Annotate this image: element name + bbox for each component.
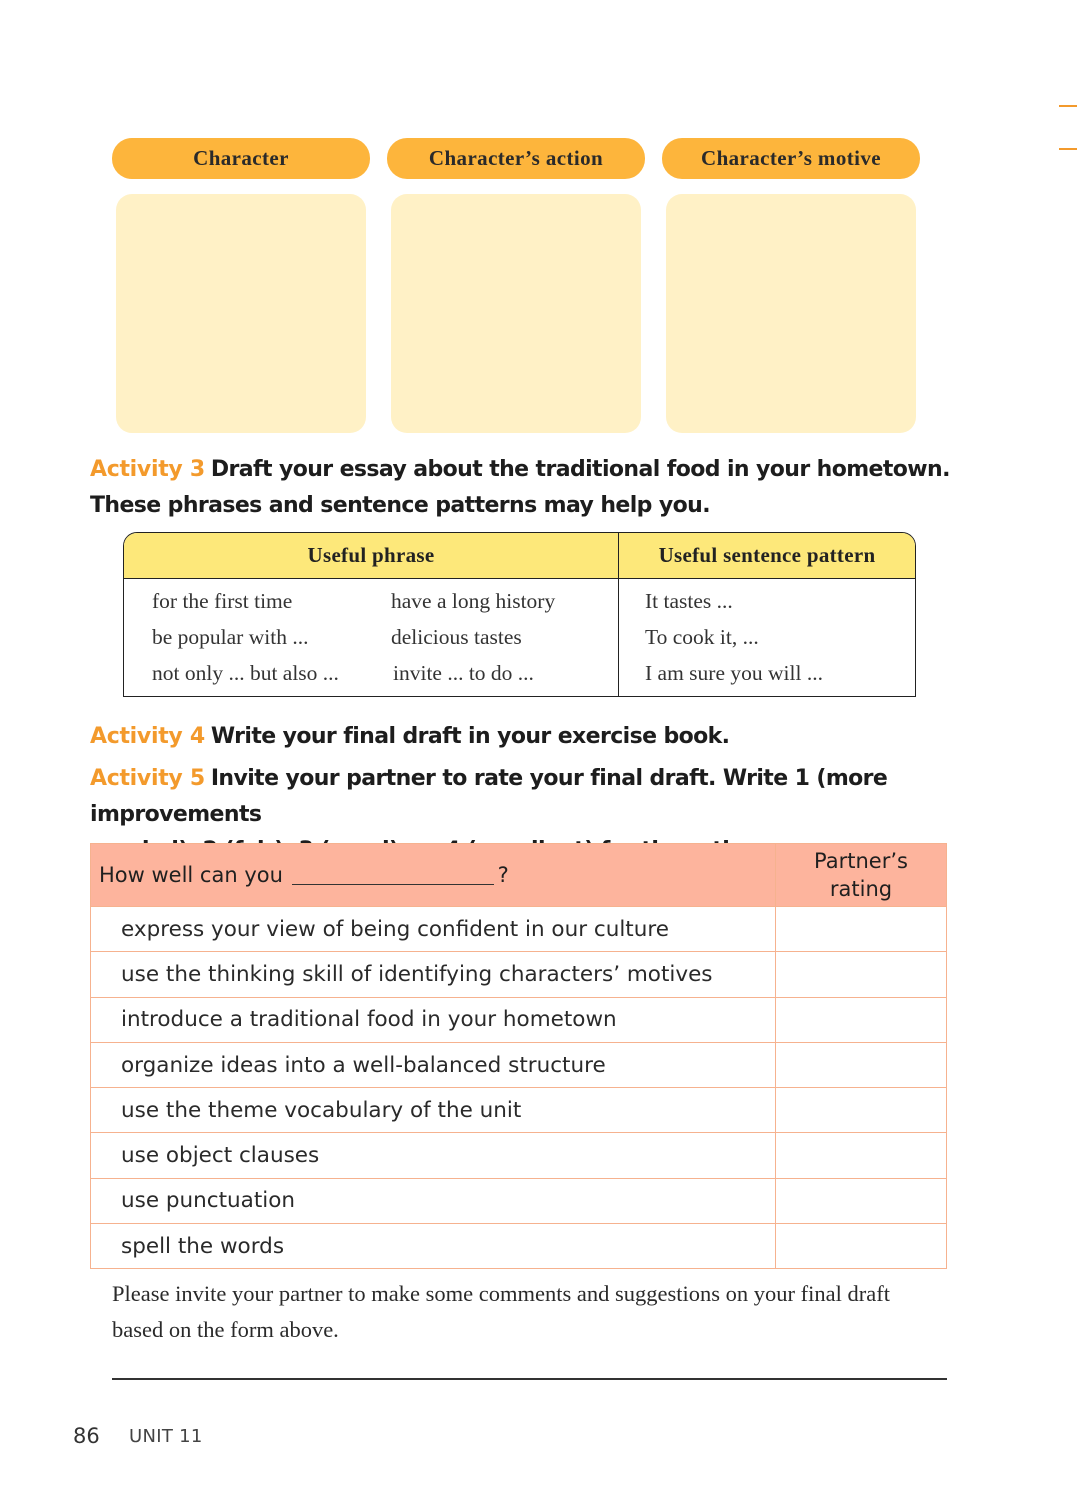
useful-phrase-header: Useful phrase (124, 533, 619, 578)
rating-table (90, 843, 947, 1269)
activity-5-label: Activity 5 (90, 766, 205, 791)
rating-item: use object clauses (91, 1133, 776, 1178)
table-row (91, 997, 947, 1042)
rating-question-header: How well can you ? (91, 844, 776, 907)
useful-phrases-table (123, 532, 916, 697)
pattern-item: It tastes ... (645, 589, 733, 613)
rating-item: spell the words (91, 1224, 776, 1269)
phrase-item: invite ... to do ... (393, 661, 534, 685)
rating-cell[interactable] (776, 1133, 947, 1178)
phrase-item: for the first time (152, 589, 293, 613)
rating-cell[interactable] (776, 1088, 947, 1133)
pattern-item: To cook it, ... (645, 625, 759, 649)
rating-cell[interactable] (776, 1224, 947, 1269)
edge-tab-mark (1059, 148, 1077, 150)
partner-rating-header: Partner’s rating (776, 844, 947, 907)
activity-4-heading (90, 719, 990, 755)
comment-write-line[interactable] (112, 1378, 947, 1380)
page-number: 86 (73, 1424, 100, 1448)
edge-tab-mark (1059, 105, 1077, 107)
character-action-box[interactable] (391, 194, 641, 433)
table-row (91, 1224, 947, 1269)
phrase-item: have a long history (391, 589, 556, 613)
activity-5-text: Invite your partner to rate your final draft. Write 1 (more improvements (90, 766, 888, 827)
rating-cell[interactable] (776, 907, 947, 952)
character-motive-header: Character’s motive (662, 138, 920, 179)
rating-item: use punctuation (91, 1178, 776, 1223)
phrase-item: delicious tastes (391, 625, 522, 649)
activity-3-text: Draft your essay about the traditional food in your hometown. (210, 457, 950, 482)
table-row (91, 1088, 947, 1133)
table-row (91, 952, 947, 997)
activity-3-heading (90, 452, 990, 524)
character-header: Character (112, 138, 370, 179)
table-row (91, 1133, 947, 1178)
character-box[interactable] (116, 194, 366, 433)
pattern-item: I am sure you will ... (645, 661, 823, 685)
table-row (91, 1178, 947, 1223)
rating-cell[interactable] (776, 1042, 947, 1087)
rating-cell[interactable] (776, 1178, 947, 1223)
unit-label: UNIT 11 (129, 1426, 203, 1447)
table-row (91, 907, 947, 952)
activity-4-text: Write your final draft in your exercise book. (210, 724, 730, 749)
character-motive-box[interactable] (666, 194, 916, 433)
table-row (91, 1042, 947, 1087)
useful-pattern-header: Useful sentence pattern (658, 543, 876, 567)
comment-instruction: Please invite your partner to make some comments and suggestions on your final draft based on the form above. (112, 1281, 890, 1342)
activity-4-label: Activity 4 (90, 724, 205, 749)
rating-item: introduce a traditional food in your hometown (91, 997, 776, 1042)
activity-3-label: Activity 3 (90, 457, 205, 482)
phrase-item: be popular with ... (152, 625, 309, 649)
phrase-item: not only ... but also ... (152, 661, 339, 685)
rating-cell[interactable] (776, 997, 947, 1042)
rating-cell[interactable] (776, 952, 947, 997)
question-blank (292, 867, 494, 885)
activity-3-text-2: These phrases and sentence patterns may help you. (90, 493, 710, 518)
rating-item: express your view of being confident in our culture (91, 907, 776, 952)
rating-item: use the theme vocabulary of the unit (91, 1088, 776, 1133)
character-action-header: Character’s action (387, 138, 645, 179)
rating-item: organize ideas into a well-balanced structure (91, 1042, 776, 1087)
rating-item: use the thinking skill of identifying characters’ motives (91, 952, 776, 997)
